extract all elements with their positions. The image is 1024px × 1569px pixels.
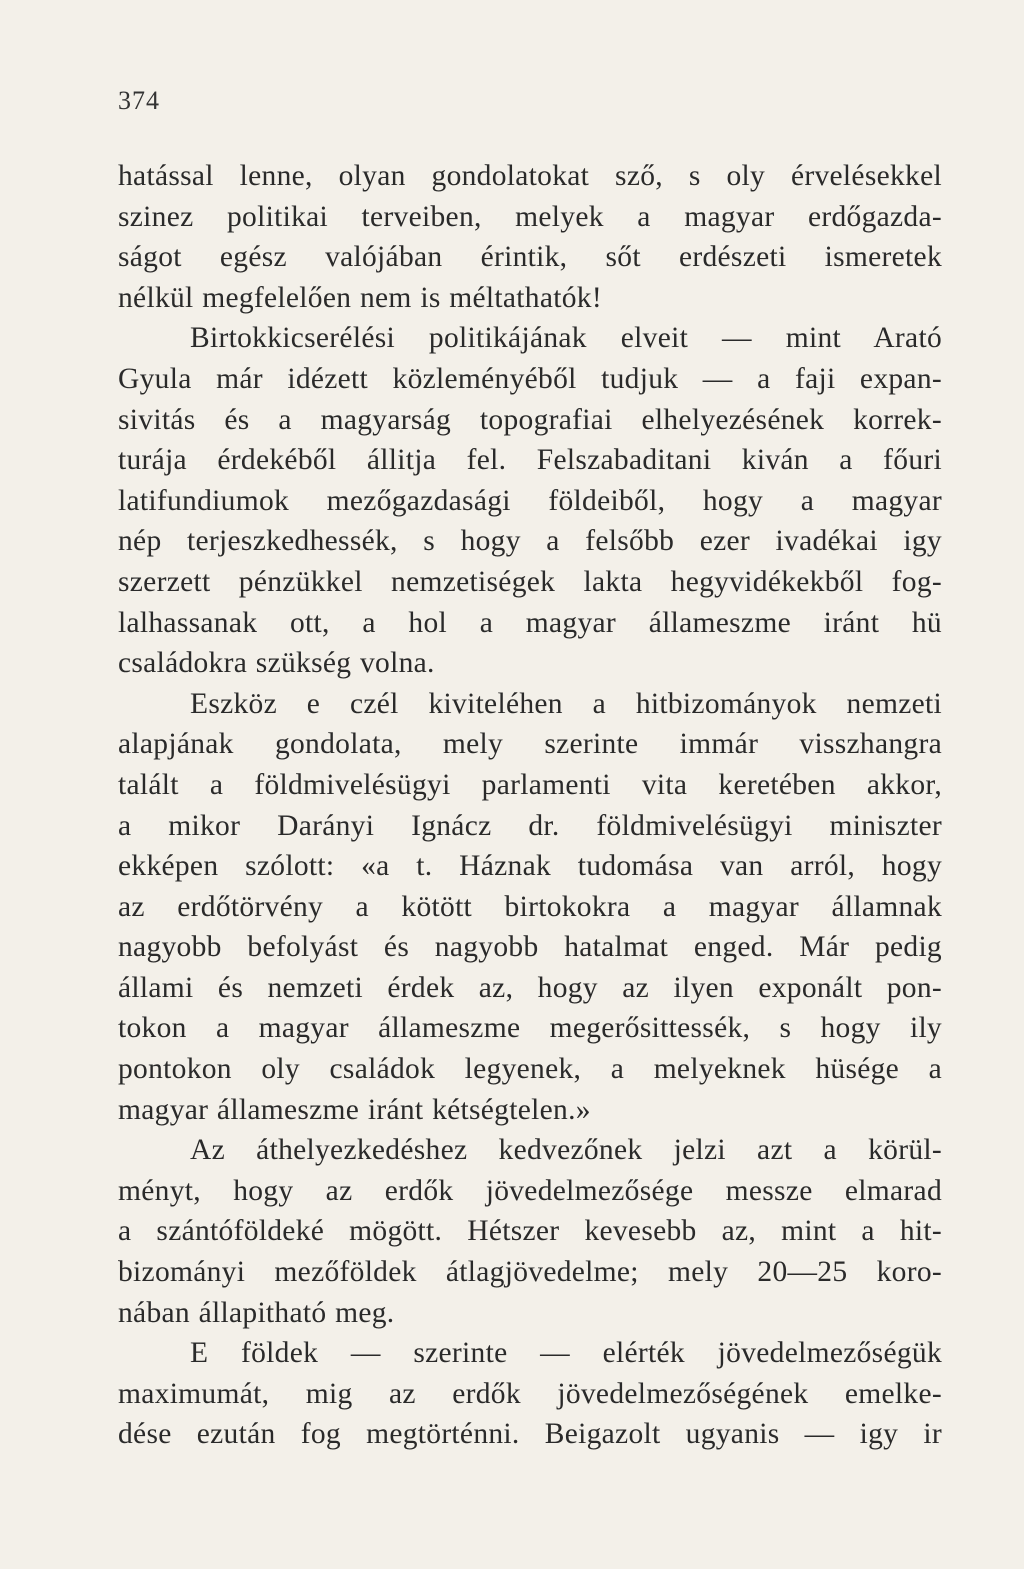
text-line: bizományi mezőföldek átlagjövedelme; mely 20—25 koro-	[118, 1256, 942, 1289]
text-line: alapjának gondolata, mely szerinte immár visszhangra	[118, 728, 942, 761]
text-line: nában állapitható meg.	[118, 1296, 395, 1329]
text-line: lalhassanak ott, a hol a magyar állameszme iránt hü	[118, 606, 942, 639]
text-line: sivitás és a magyarság topografiai elhelyezésének korrek-	[118, 403, 942, 436]
text-line: turája érdekéből állitja fel. Felszabaditani kiván a főuri	[118, 444, 942, 477]
text-line: ságot egész valójában érintik, sőt erdészeti ismeretek	[118, 241, 942, 274]
text-line: nagyobb befolyást és nagyobb hatalmat enged. Már pedig	[118, 931, 942, 964]
text-line: nélkül megfelelően nem is méltathatók!	[118, 281, 602, 314]
body-text	[118, 156, 942, 1455]
text-line: Az áthelyezkedéshez kedvezőnek jelzi azt a körül-	[190, 1134, 942, 1167]
text-line: tokon a magyar állameszme megerősittessék, s hogy ily	[118, 1012, 942, 1045]
text-line: az erdőtörvény a kötött birtokokra a magyar államnak	[118, 890, 942, 923]
text-line: családokra szükség volna.	[118, 647, 435, 680]
text-line: pontokon oly családok legyenek, a melyeknek hüsége a	[118, 1053, 942, 1086]
text-line: ményt, hogy az erdők jövedelmezősége messze elmarad	[118, 1174, 942, 1207]
text-line: állami és nemzeti érdek az, hogy az ilyen exponált pon-	[118, 971, 942, 1004]
text-line: szerzett pénzükkel nemzetiségek lakta hegyvidékekből fog-	[118, 565, 942, 598]
text-line: szinez politikai terveiben, melyek a magyar erdőgazda-	[118, 200, 942, 233]
page-number: 374	[118, 86, 160, 115]
text-line: talált a földmivelésügyi parlamenti vita keretében akkor,	[118, 768, 942, 801]
text-line: a szántóföldeké mögött. Hétszer kevesebb az, mint a hit-	[118, 1215, 942, 1248]
text-line: hatással lenne, olyan gondolatokat sző, s oly érvelésekkel	[118, 160, 942, 192]
text-line: Birtokkicserélési politikájának elveit — mint Arató	[190, 322, 942, 355]
text-line: latifundiumok mezőgazdasági földeiből, hogy a magyar	[118, 484, 942, 517]
text-line: maximumát, mig az erdők jövedelmezőségének emelke-	[118, 1377, 942, 1410]
text-line: magyar állameszme iránt kétségtelen.»	[118, 1093, 591, 1126]
text-line: Eszköz e czél kiviteléhen a hitbizományok nemzeti	[190, 687, 942, 720]
text-line: ekképen szólott: «a t. Háznak tudomása van arról, hogy	[118, 850, 942, 883]
text-line: E földek — szerinte — elérték jövedelmezőségük	[190, 1337, 942, 1370]
text-line: Gyula már idézett közleményéből tudjuk — a faji expan-	[118, 362, 942, 395]
text-line: nép terjeszkedhessék, s hogy a felsőbb ezer ivadékai igy	[118, 525, 942, 558]
text-line: a mikor Darányi Ignácz dr. földmivelésügyi miniszter	[118, 809, 942, 842]
text-line: dése ezután fog megtörténni. Beigazolt ugyanis — igy ir	[118, 1418, 942, 1451]
